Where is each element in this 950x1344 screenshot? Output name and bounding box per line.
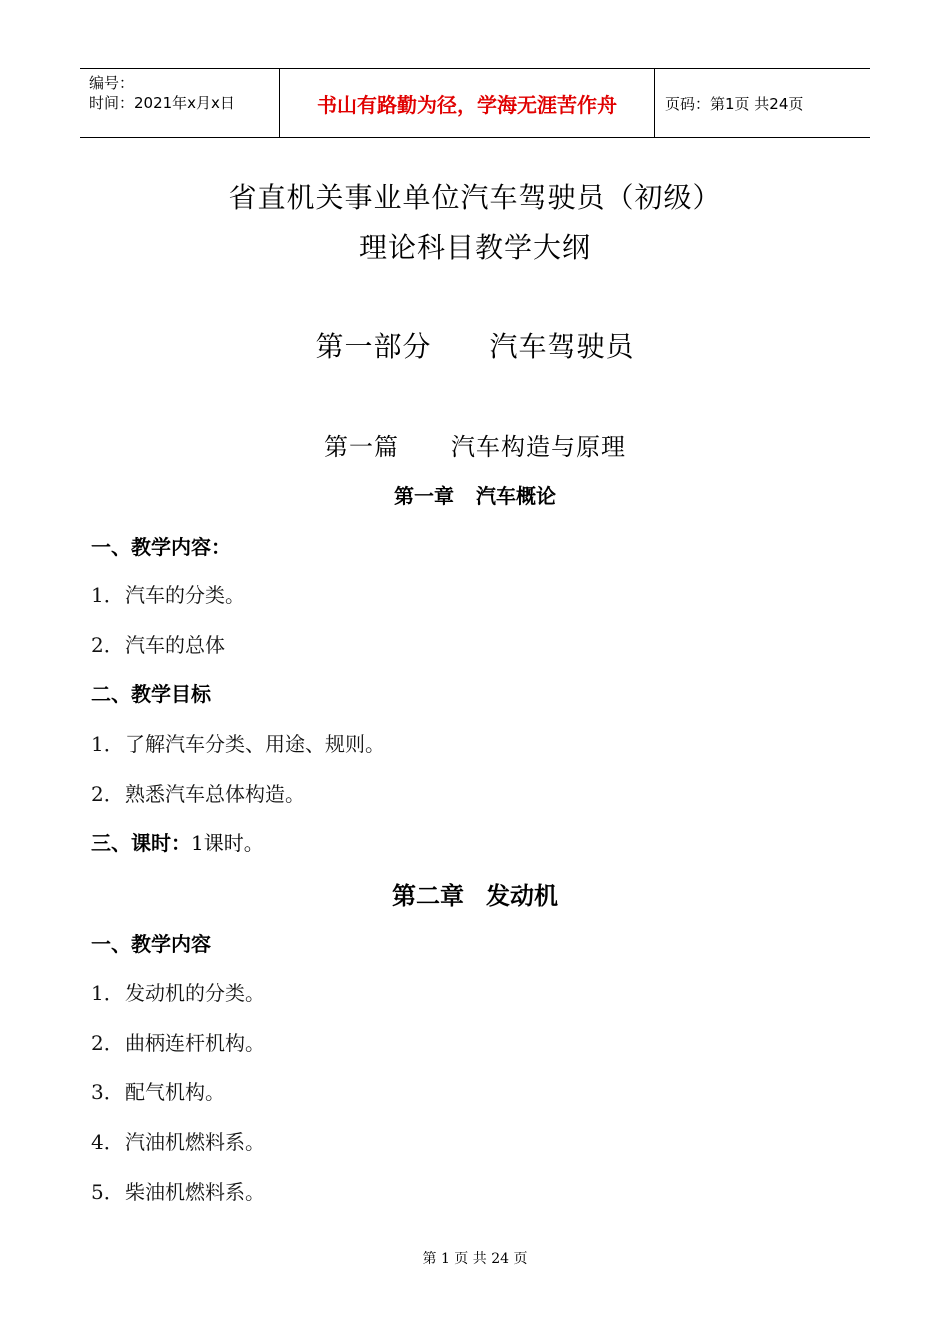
document-number-label: 编号： <box>89 74 135 92</box>
document-subtitle: 理论科目教学大纲 <box>358 231 591 264</box>
list-item: 4．汽油机燃料系。 <box>91 1130 265 1154</box>
chapter-2-name: 发动机 <box>486 881 558 910</box>
list-item: 5．柴油机燃料系。 <box>91 1180 265 1204</box>
part-label: 第一部分 <box>315 330 432 363</box>
page-footer: 第 1 页 共 24 页 <box>422 1251 528 1267</box>
chapter-1-heading <box>0 480 950 509</box>
header-motto: 书山有路勤为径，学海无涯苦作舟 <box>280 69 655 137</box>
ch1-section-content: 一、教学内容： <box>91 535 231 559</box>
document-title: 省直机关事业单位汽车驾驶员（初级） <box>228 181 722 214</box>
book-heading <box>0 427 950 462</box>
header-meta <box>80 69 280 137</box>
chapter-2-heading <box>0 876 950 911</box>
ch1-section-goals: 二、教学目标 <box>91 682 211 706</box>
part-name: 汽车驾驶员 <box>489 330 635 363</box>
chapter-2-label: 第二章 <box>392 881 464 910</box>
page-header <box>80 68 870 138</box>
book-label: 第一篇 <box>324 433 399 461</box>
header-page-info: 页码：第1页 共24页 <box>665 94 804 113</box>
book-name: 汽车构造与原理 <box>451 433 626 461</box>
list-item: 2．汽车的总体 <box>91 633 225 657</box>
document-time: 时间：2021年x月x日 <box>89 94 235 112</box>
list-item: 1．发动机的分类。 <box>91 981 265 1005</box>
part-heading <box>0 325 950 365</box>
list-item: 3．配气机构。 <box>91 1080 225 1104</box>
list-item: 1．了解汽车分类、用途、规则。 <box>91 732 385 756</box>
ch2-section-content: 一、教学内容 <box>91 932 211 956</box>
hours-value: 1课时。 <box>191 831 264 855</box>
list-item: 1．汽车的分类。 <box>91 583 245 607</box>
list-item: 2．熟悉汽车总体构造。 <box>91 782 305 806</box>
list-item: 2．曲柄连杆机构。 <box>91 1031 265 1055</box>
ch1-section-hours: 三、课时：1课时。 <box>91 831 264 855</box>
chapter-1-name: 汽车概论 <box>476 484 556 508</box>
chapter-1-label: 第一章 <box>394 484 454 508</box>
